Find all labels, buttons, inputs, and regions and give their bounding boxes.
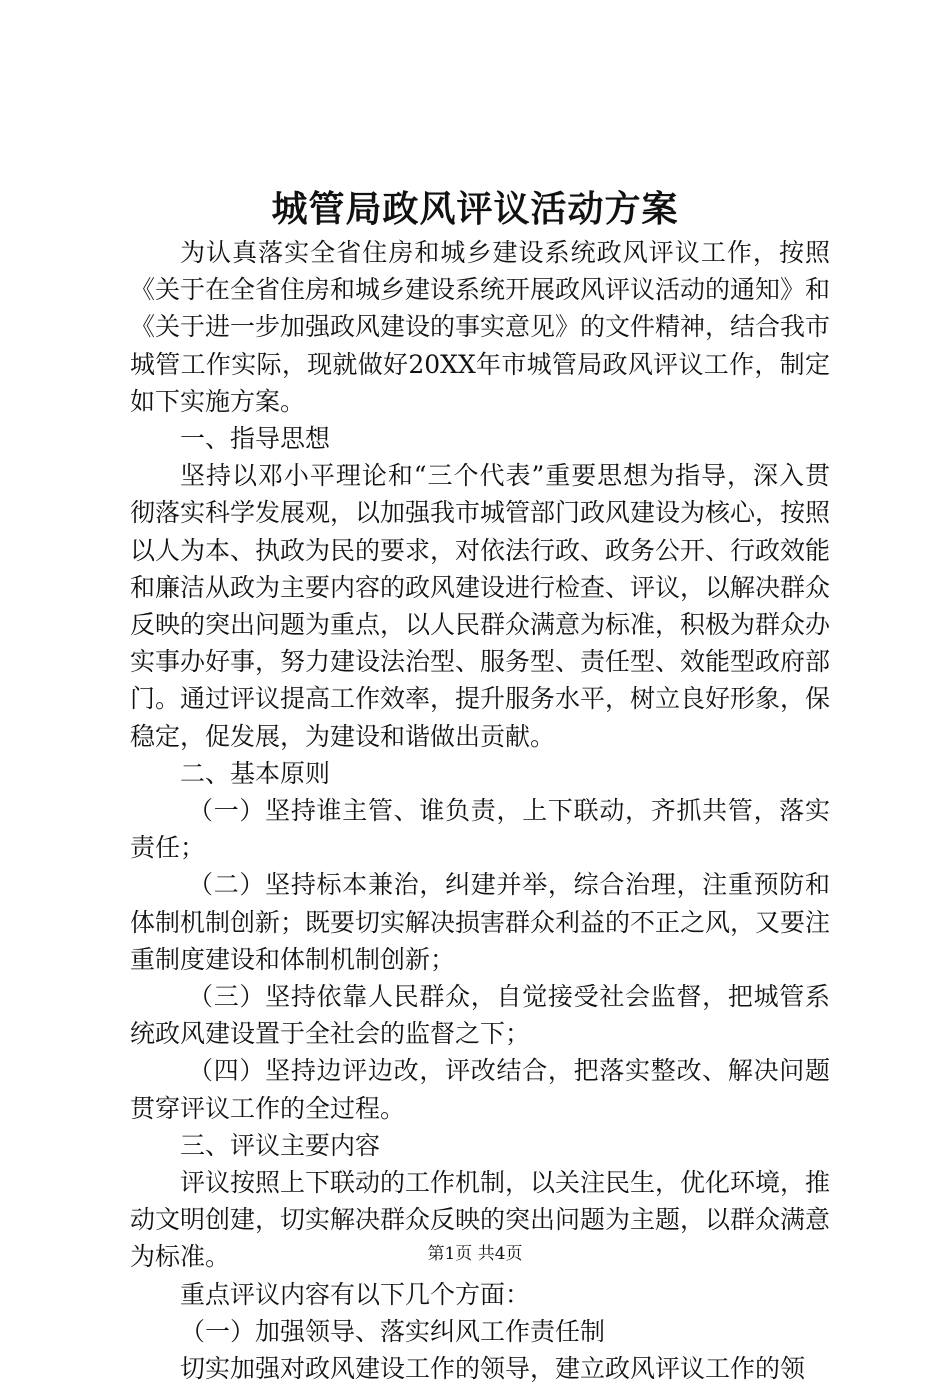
document-title: 城管局政风评议活动方案	[271, 188, 679, 230]
page-footer: 第1页 共4页	[427, 1244, 523, 1264]
guiding-ideology-paragraph: 坚持以邓小平理论和“三个代表”重要思想为指导，深入贯彻落实科学发展观，以加强我市城管部门政风建设为核心，按照以人为本、执政为民的要求，对依法行政、政务公开、行政效能和廉洁从政为主要内容的政风建设进行检查、评议，以解决群众反映的突出问题为重点，以人民群众满意为标准，积极为群众办实事办好事，努力建设法治型、服务型、责任型、效能型政府部门。通过评议提高工作效率，提升服务水平，树立良好形象，保稳定，促发展，为建设和谐做出贡献。	[130, 461, 831, 751]
main-content-paragraph: 评议按照上下联动的工作机制，以关注民生，优化环境，推动文明创建，切实解决群众反映的突出问题为主题，以群众满意为标准。	[130, 1168, 831, 1272]
intro-paragraph: 为认真落实全省住房和城乡建设系统政风评议工作，按照《关于在全省住房和城乡建设系统开展政风评议活动的通知》和《关于进一步加强政风建设的事实意见》的文件精神，结合我市城管工作实际，现就做好20XX年市城管局政风评议工作，制定如下实施方案。	[130, 238, 831, 416]
subsection-heading-leadership: （一）加强领导、落实纠风工作责任制	[180, 1316, 606, 1346]
section-heading-basic-principles: 二、基本原则	[180, 758, 331, 788]
principle-item-2: （二）坚持标本兼治，纠建并举，综合治理，注重预防和体制机制创新；既要切实解决损害群众利益的不正之风，又要注重制度建设和体制机制创新；	[130, 870, 831, 974]
principle-item-4: （四）坚持边评边改，评改结合，把落实整改、解决问题贯穿评议工作的全过程。	[130, 1056, 830, 1123]
principle-item-1: （一）坚持谁主管、谁负责，上下联动，齐抓共管，落实责任；	[130, 796, 830, 863]
section-heading-guiding-ideology: 一、指导思想	[180, 424, 331, 454]
principle-item-3: （三）坚持依靠人民群众，自觉接受社会监督，把城管系统政风建设置于全社会的监督之下；	[130, 982, 830, 1049]
section-heading-main-content: 三、评议主要内容	[180, 1130, 381, 1160]
key-content-intro: 重点评议内容有以下几个方面：	[180, 1279, 531, 1309]
document-body	[130, 234, 830, 1387]
leadership-paragraph: 切实加强对政风建设工作的领导，建立政风评议工作的领	[180, 1354, 806, 1384]
